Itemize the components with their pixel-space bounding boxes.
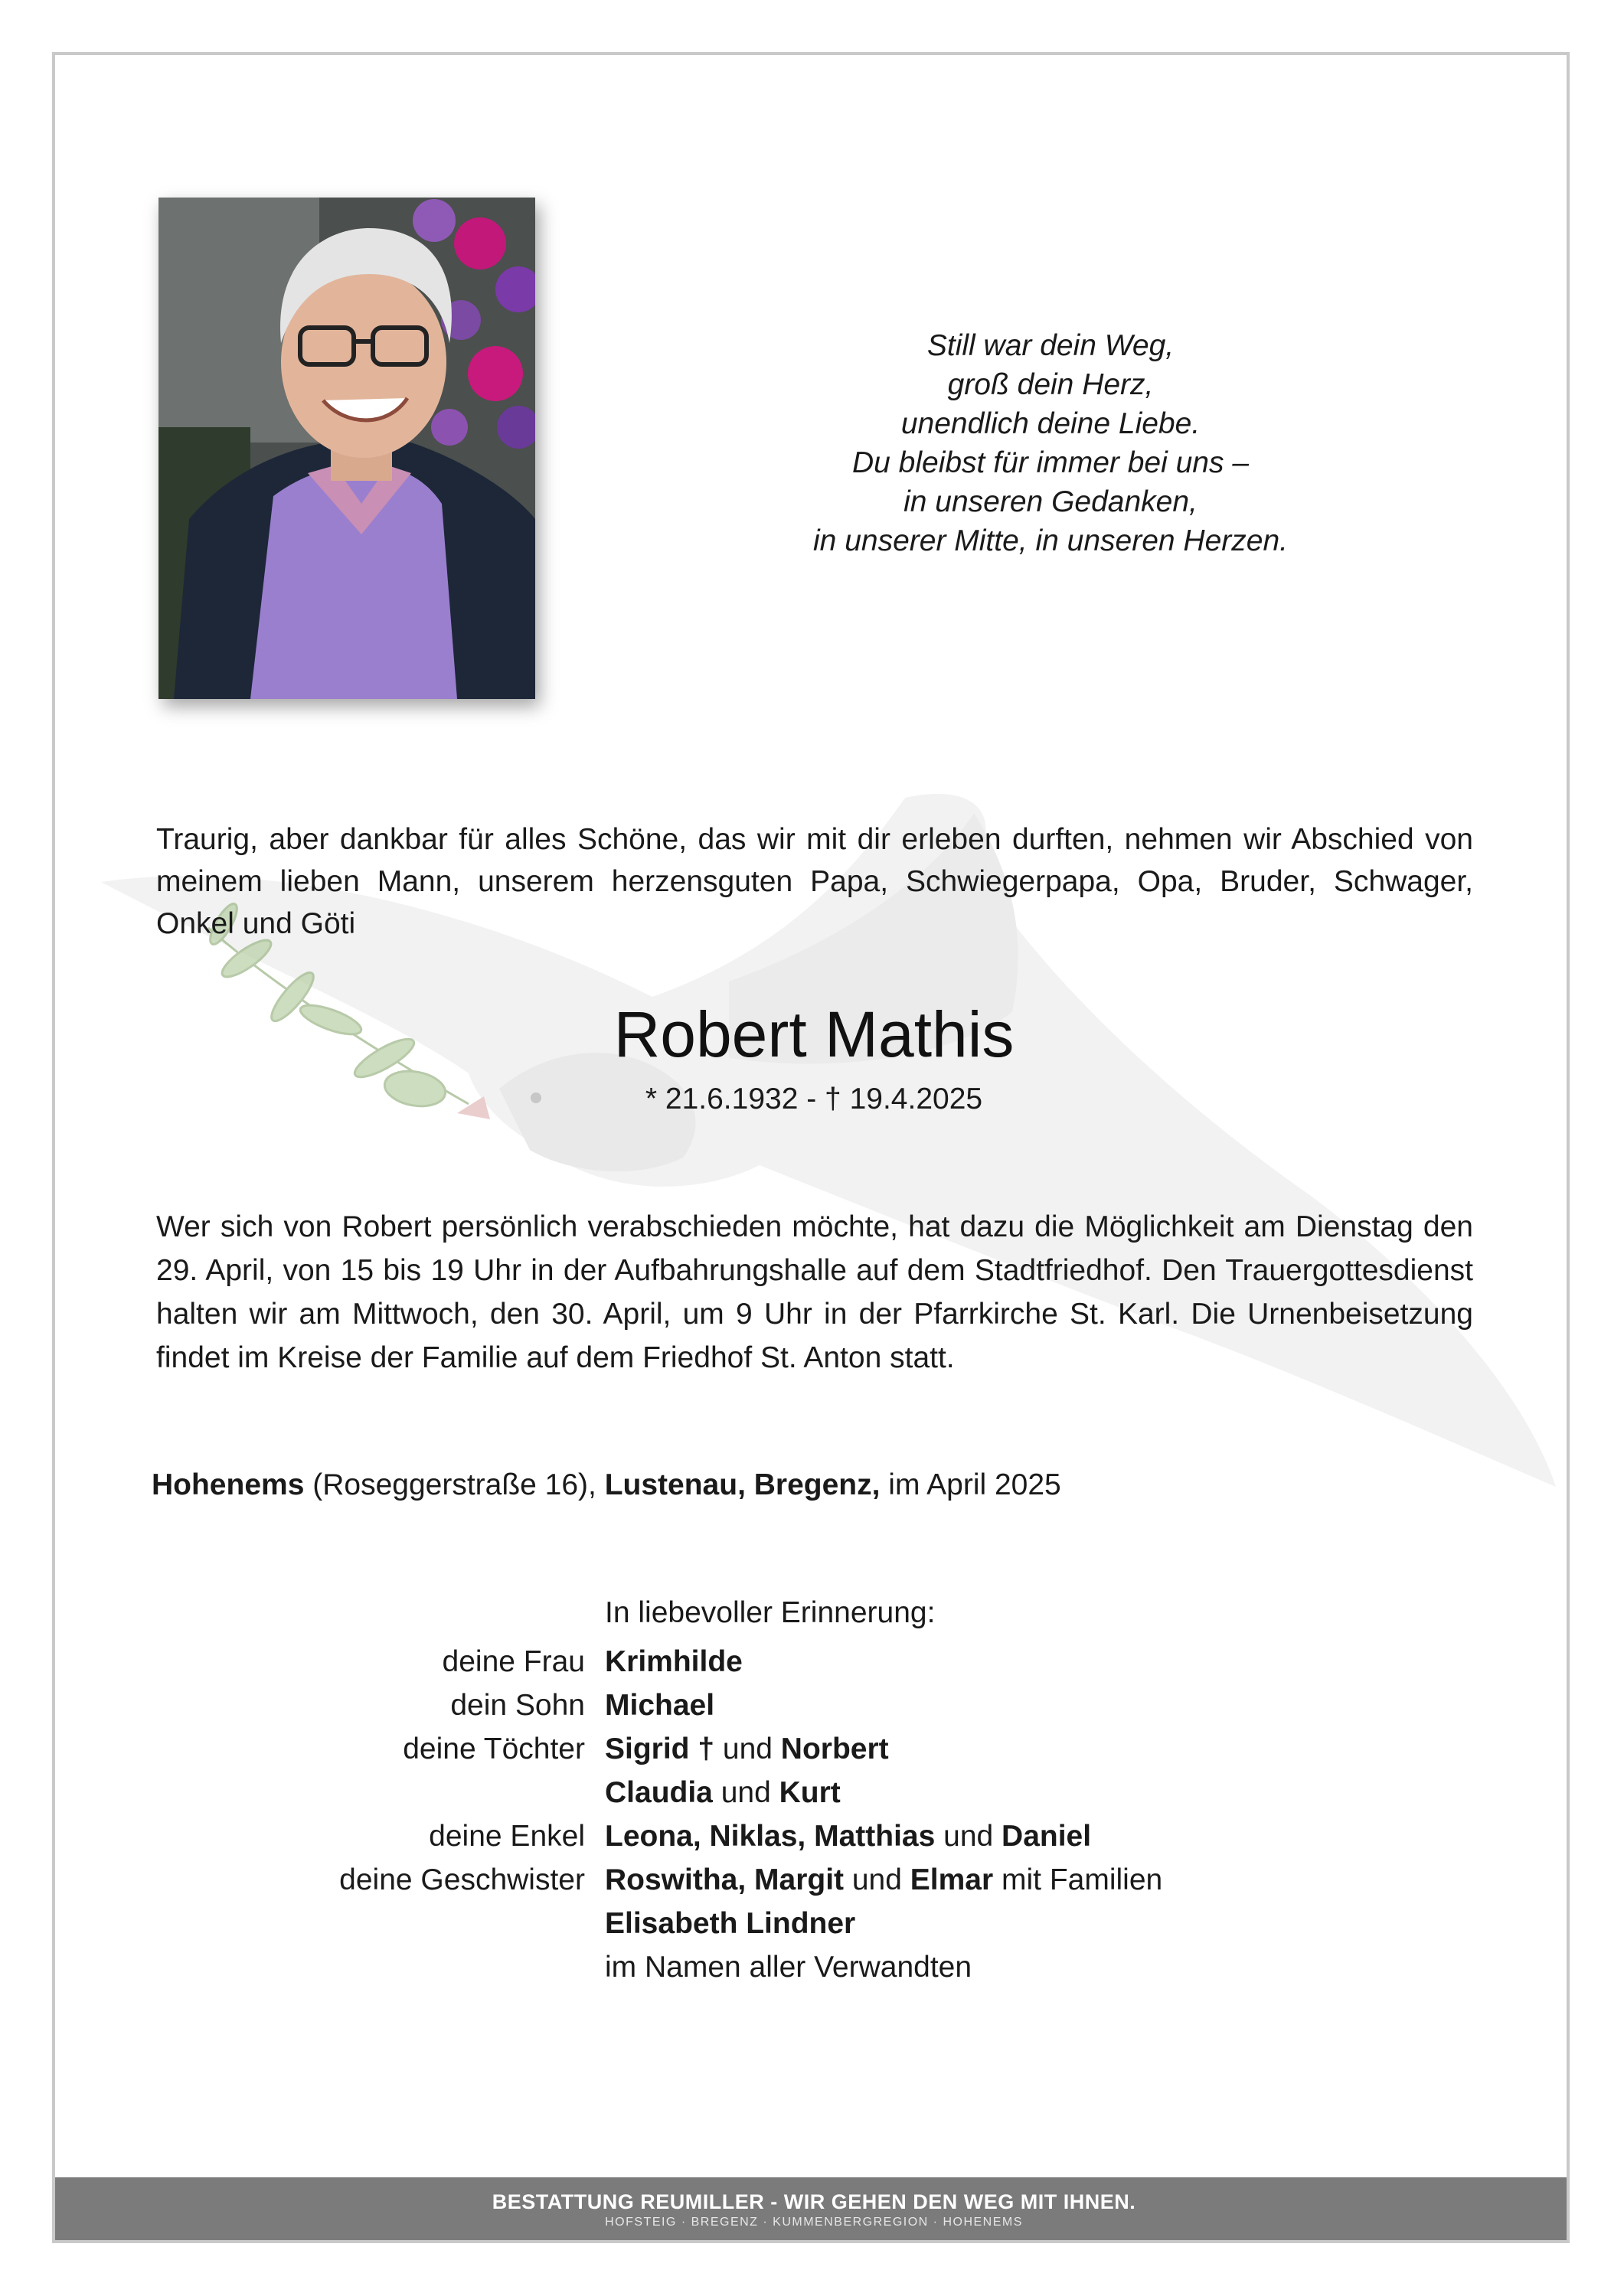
place-and-date bbox=[152, 1465, 1300, 1505]
survivor-row bbox=[55, 1945, 1570, 1989]
survivor-closing-line: im Namen aller Verwandten bbox=[605, 1951, 972, 1984]
survivor-names bbox=[605, 1727, 889, 1771]
survivor-tail: mit Familien bbox=[993, 1863, 1163, 1896]
footer-slogan: BESTATTUNG REUMILLER - WIR GEHEN DEN WEG MIT IHNEN. bbox=[492, 2190, 1136, 2213]
survivor-row bbox=[55, 1727, 1570, 1771]
survivor-name-bold: Elisabeth Lindner bbox=[605, 1907, 856, 1940]
survivor-name-bold: Elmar bbox=[910, 1863, 994, 1896]
survivor-name-bold: Sigrid † bbox=[605, 1733, 715, 1765]
survivor-row bbox=[55, 1902, 1570, 1945]
survivor-name-bold: Krimhilde bbox=[605, 1645, 743, 1678]
place-town: Hohenems bbox=[152, 1468, 305, 1501]
survivor-relation: dein Sohn bbox=[450, 1689, 585, 1722]
poem-line: in unserer Mitte, in unseren Herzen. bbox=[813, 524, 1288, 557]
funeral-details-paragraph: Wer sich von Robert persönlich verabschieden möchte, hat dazu die Möglichkeit am Dienstag den 29. April, von 15 bis 19 Uhr in der Aufbahrungshalle auf dem Stadtfriedhof. Den Trauergottesdienst halten wir am Mittwoch, den 30. April, um 9 Uhr in der Pfarrkirche St. Karl. Die Urnenbeisetzung findet im Kreise der Familie auf dem Friedhof St. Anton statt. bbox=[156, 1210, 1473, 1374]
portrait-photo bbox=[158, 198, 535, 699]
survivor-name-bold: Roswitha, Margit bbox=[605, 1863, 845, 1896]
life-dates: * 21.6.1932 - † 19.4.2025 bbox=[645, 1083, 983, 1115]
survivor-names bbox=[605, 1771, 841, 1814]
survivor-names bbox=[605, 1814, 1091, 1858]
intro-paragraph: Traurig, aber dankbar für alles Schöne, das wir mit dir erleben durften, nehmen wir Abschied von meinem lieben Mann, unserem herzensguten Papa, Schwiegerpapa, Opa, Bruder, Schwager, Onkel und Göti bbox=[156, 823, 1473, 940]
survivor-row bbox=[55, 1858, 1570, 1902]
survivor-relation: deine Töchter bbox=[403, 1733, 585, 1765]
survivors-list bbox=[55, 1640, 1570, 1989]
survivor-name-bold: Norbert bbox=[780, 1733, 889, 1765]
survivor-row bbox=[55, 1684, 1570, 1727]
survivor-names bbox=[605, 1684, 714, 1727]
survivor-row bbox=[55, 1814, 1570, 1858]
poem-line: groß dein Herz, bbox=[947, 368, 1154, 401]
survivor-relation: deine Geschwister bbox=[339, 1863, 585, 1896]
survivor-connector: und bbox=[935, 1820, 1002, 1853]
place-other-towns: Lustenau, Bregenz, bbox=[604, 1468, 881, 1501]
survivor-name-bold: Claudia bbox=[605, 1776, 713, 1809]
place-date: im April 2025 bbox=[880, 1468, 1061, 1501]
funeral-home-footer bbox=[55, 2177, 1570, 2243]
survivor-relation: deine Frau bbox=[442, 1645, 585, 1678]
survivor-connector: und bbox=[844, 1863, 910, 1896]
poem-line: in unseren Gedanken, bbox=[903, 485, 1198, 518]
survivor-row bbox=[55, 1640, 1570, 1684]
survivor-names bbox=[605, 1945, 972, 1989]
poem-line: unendlich deine Liebe. bbox=[900, 407, 1201, 440]
survivor-names bbox=[605, 1858, 1162, 1902]
memorial-poem bbox=[744, 326, 1357, 560]
survivor-connector: und bbox=[712, 1776, 779, 1809]
obituary-page bbox=[52, 52, 1570, 2243]
footer-regions: HOFSTEIG · BREGENZ · KUMMENBERGREGION · HOHENEMS bbox=[605, 2216, 1023, 2229]
survivor-names bbox=[605, 1640, 743, 1684]
deceased-name: Robert Mathis bbox=[613, 998, 1015, 1070]
survivor-name-bold: Daniel bbox=[1002, 1820, 1092, 1853]
memory-heading: In liebevoller Erinnerung: bbox=[605, 1596, 936, 1629]
poem-line: Still war dein Weg, bbox=[926, 329, 1175, 362]
survivor-connector: und bbox=[714, 1733, 781, 1765]
place-address: (Roseggerstraße 16), bbox=[304, 1468, 605, 1501]
survivor-relation: deine Enkel bbox=[429, 1820, 585, 1853]
survivor-name-bold: Kurt bbox=[779, 1776, 841, 1809]
survivor-name-bold: Michael bbox=[605, 1689, 715, 1722]
survivor-row bbox=[55, 1771, 1570, 1814]
poem-line: Du bleibst für immer bei uns – bbox=[851, 446, 1250, 479]
survivor-name-bold: Leona, Niklas, Matthias bbox=[605, 1820, 936, 1853]
survivor-names bbox=[605, 1902, 855, 1945]
